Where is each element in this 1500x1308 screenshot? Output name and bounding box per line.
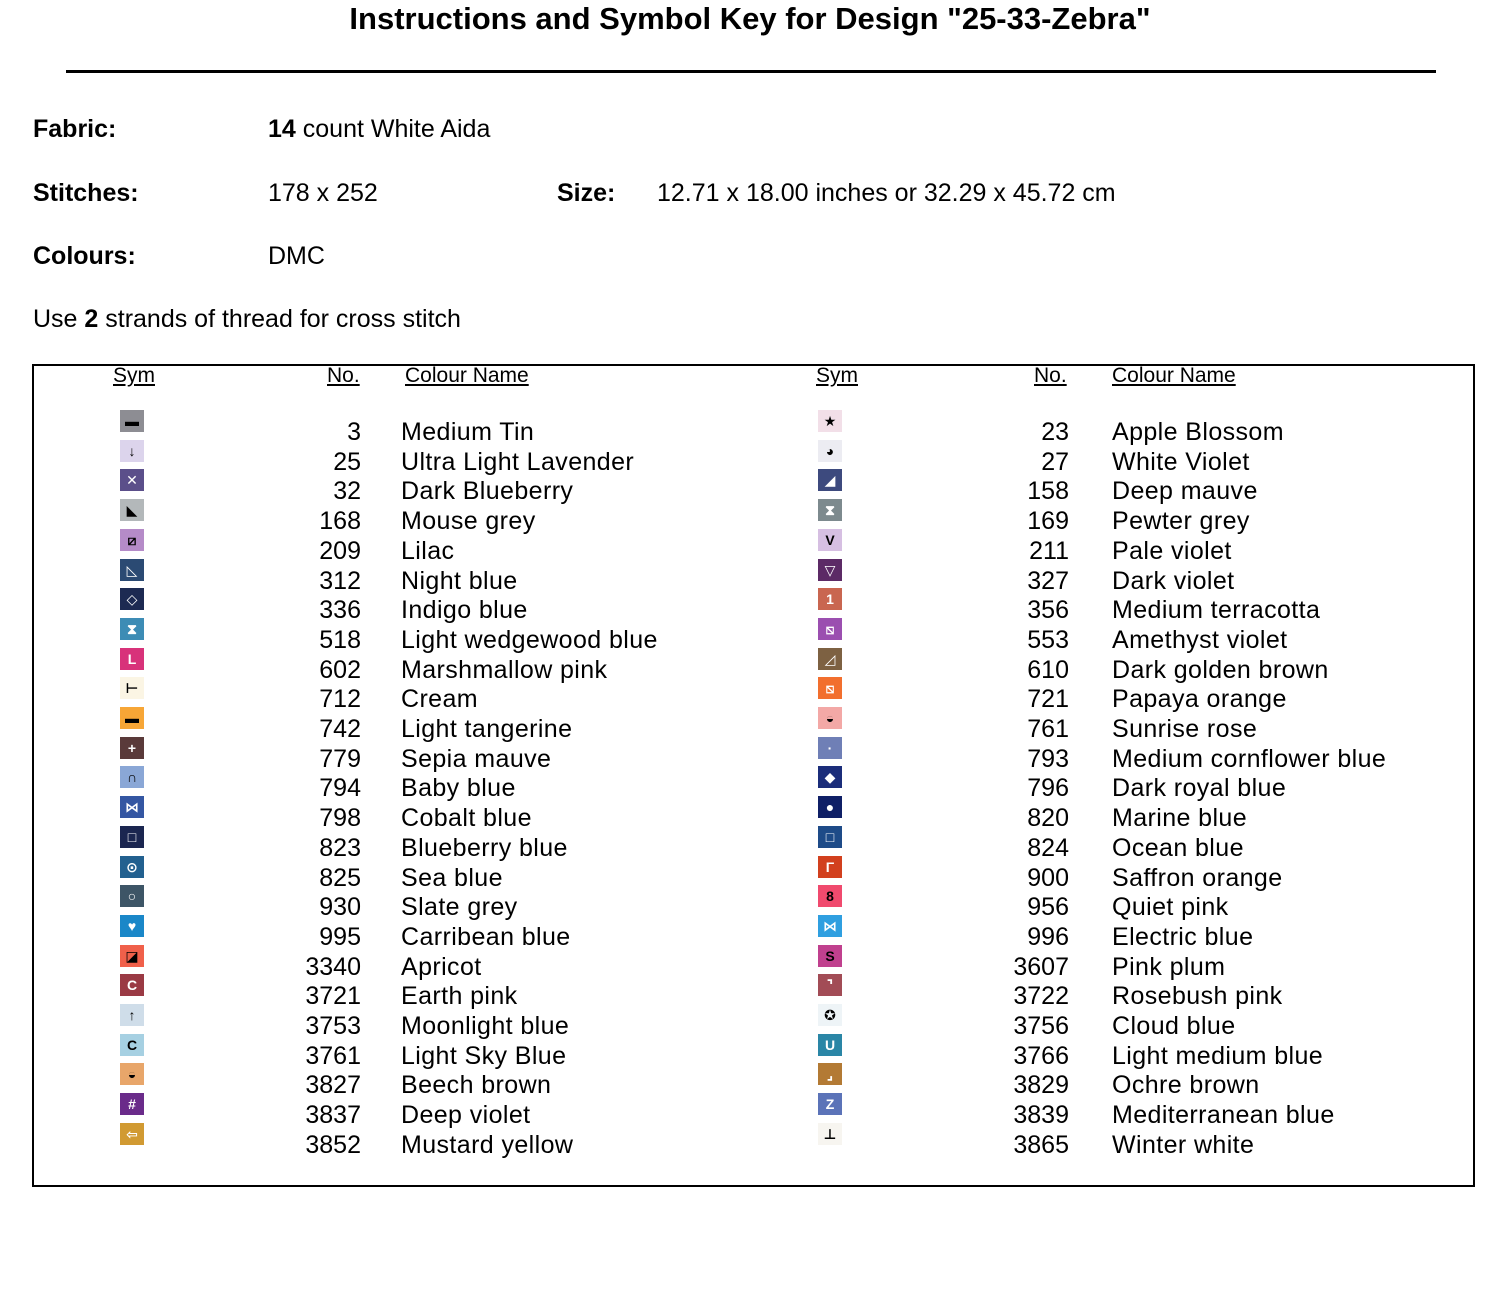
key-row xyxy=(0,620,1288,655)
dmc-number: 3766 xyxy=(1013,1041,1069,1070)
header-sym-right: Sym xyxy=(816,364,858,387)
fabric-label: Fabric: xyxy=(33,115,117,143)
colour-name: Electric blue xyxy=(1112,922,1254,951)
dmc-number: 996 xyxy=(1027,922,1069,951)
dmc-number: 211 xyxy=(1029,536,1069,565)
key-row xyxy=(0,947,1226,982)
key-row xyxy=(0,502,1250,536)
colour-name: Apricot xyxy=(401,952,482,981)
colour-name: Rosebush pink xyxy=(1112,982,1283,1011)
colour-name: Papaya orange xyxy=(1112,685,1287,714)
colour-name: Dark royal blue xyxy=(1112,774,1287,803)
key-row xyxy=(0,769,1287,803)
title-divider xyxy=(66,70,1436,73)
symbol-swatch-icon: □ xyxy=(818,826,842,848)
header-no-right: No. xyxy=(1034,364,1067,387)
symbol-swatch-icon: ⌝ xyxy=(818,974,842,996)
dmc-number: 793 xyxy=(1027,744,1069,773)
dmc-number: 3753 xyxy=(305,1012,361,1040)
stitches-label: Stitches: xyxy=(33,179,139,207)
colour-name: Mustard yellow xyxy=(401,1130,574,1159)
dmc-number: 168 xyxy=(319,507,361,536)
dmc-number: 3722 xyxy=(1013,982,1069,1011)
fabric-rest: count White Aida xyxy=(295,115,491,143)
dmc-number: 900 xyxy=(1027,863,1069,892)
dmc-number: 3756 xyxy=(1013,1012,1069,1040)
strands-pre: Use xyxy=(33,305,85,333)
dmc-number: 356 xyxy=(1027,596,1069,625)
symbol-swatch-icon: U xyxy=(818,1034,842,1056)
size-label: Size: xyxy=(557,179,616,207)
key-row xyxy=(0,1007,1236,1041)
symbol-swatch-icon: C xyxy=(120,974,144,996)
symbol-swatch-icon: 8 xyxy=(818,885,842,907)
dmc-number: 602 xyxy=(319,655,361,684)
dmc-number: 209 xyxy=(319,536,361,565)
symbol-swatch-icon: · xyxy=(818,737,842,759)
key-row xyxy=(0,680,1287,714)
colour-name: Slate grey xyxy=(401,893,518,922)
key-row xyxy=(0,710,1258,744)
symbol-swatch-icon: □ xyxy=(120,826,144,848)
key-row xyxy=(0,858,1283,893)
dmc-number: 3827 xyxy=(305,1071,361,1100)
colour-name: Ultra Light Lavender xyxy=(401,447,635,476)
dmc-number: 3721 xyxy=(305,982,361,1011)
colour-name: Light tangerine xyxy=(401,715,573,743)
symbol-swatch-icon: ⧗ xyxy=(818,499,842,521)
symbol-swatch-icon: ▬ xyxy=(120,410,144,432)
colour-name: Pewter grey xyxy=(1112,507,1250,536)
symbol-swatch-icon: ◕ xyxy=(818,440,842,462)
colour-name: Lilac xyxy=(401,536,455,565)
header-name-left: Colour Name xyxy=(405,364,529,387)
dmc-number: 27 xyxy=(1041,447,1069,476)
colour-name: Marshmallow pink xyxy=(401,655,608,684)
dmc-number: 25 xyxy=(333,447,361,476)
size-value: 12.71 x 18.00 inches or 32.29 x 45.72 cm xyxy=(657,179,1116,207)
key-row xyxy=(0,1066,1260,1100)
symbol-swatch-icon: ◿ xyxy=(818,648,842,670)
symbol-swatch-icon: ✕ xyxy=(120,469,144,491)
colour-name: Dark violet xyxy=(1112,566,1235,595)
dmc-number: 553 xyxy=(1027,625,1069,654)
dmc-number: 995 xyxy=(319,922,361,951)
dmc-number: 794 xyxy=(319,774,361,803)
symbol-swatch-icon: ⌟ xyxy=(818,1063,842,1085)
symbol-swatch-icon: ● xyxy=(818,796,842,818)
symbol-swatch-icon: ▬ xyxy=(120,707,144,729)
colour-name: Pale violet xyxy=(1112,536,1232,565)
dmc-number: 3865 xyxy=(1013,1130,1069,1159)
symbol-swatch-icon: ⧄ xyxy=(120,529,144,551)
dmc-number: 312 xyxy=(319,566,361,595)
symbol-swatch-icon: + xyxy=(120,737,144,759)
colour-name: Cream xyxy=(401,685,479,714)
dmc-number: 3852 xyxy=(305,1130,361,1159)
strands-instruction xyxy=(33,304,461,334)
header-sym-left: Sym xyxy=(113,364,155,387)
colour-name: Marine blue xyxy=(1112,804,1248,833)
header-no-left: No. xyxy=(327,364,360,387)
dmc-number: 610 xyxy=(1027,655,1069,684)
symbol-swatch-icon: ⧗ xyxy=(120,618,144,640)
colour-name: Winter white xyxy=(1112,1130,1255,1159)
dmc-number: 3839 xyxy=(1013,1101,1069,1130)
colour-name: Amethyst violet xyxy=(1112,625,1288,654)
dmc-number: 32 xyxy=(333,477,361,506)
colour-name: Dark Blueberry xyxy=(401,477,574,506)
page-title: Instructions and Symbol Key for Design "25-33-Zebra" xyxy=(349,1,1151,36)
colour-name: Cloud blue xyxy=(1112,1012,1236,1040)
key-row xyxy=(0,888,1229,922)
symbol-swatch-icon: ◒ xyxy=(120,1063,144,1085)
dmc-number: 824 xyxy=(1027,833,1069,862)
symbol-swatch-icon: ∩ xyxy=(120,766,144,788)
key-row xyxy=(0,591,1321,625)
dmc-number: 3829 xyxy=(1013,1071,1069,1100)
symbol-swatch-icon: ◒ xyxy=(818,707,842,729)
colour-name: Sunrise rose xyxy=(1112,715,1258,743)
colour-name: Deep violet xyxy=(401,1101,531,1130)
colour-name: Light Sky Blue xyxy=(401,1041,567,1070)
symbol-swatch-icon: V xyxy=(818,529,842,551)
dmc-number: 956 xyxy=(1027,893,1069,922)
dmc-number: 3761 xyxy=(305,1041,361,1070)
key-row xyxy=(0,531,1232,566)
key-row xyxy=(0,799,1248,833)
header-name-right: Colour Name xyxy=(1112,364,1236,387)
symbol-swatch-icon: ⧅ xyxy=(818,677,842,699)
dmc-number: 798 xyxy=(319,804,361,833)
colour-name: Indigo blue xyxy=(401,596,528,625)
key-row xyxy=(0,561,1235,596)
dmc-number: 721 xyxy=(1027,685,1069,714)
symbol-swatch-icon: ⇦ xyxy=(120,1123,144,1145)
key-row xyxy=(0,472,1258,506)
symbol-swatch-icon: ↑ xyxy=(120,1004,144,1026)
symbol-swatch-icon: # xyxy=(120,1093,144,1115)
symbol-swatch-icon: ◇ xyxy=(120,588,144,610)
symbol-swatch-icon: ◆ xyxy=(818,766,842,788)
symbol-swatch-icon: ⊥ xyxy=(818,1123,842,1145)
dmc-number: 518 xyxy=(319,625,361,654)
symbol-swatch-icon: ⊢ xyxy=(120,677,144,699)
colour-name: Apple Blossom xyxy=(1112,418,1284,446)
colour-name: Mouse grey xyxy=(401,507,536,536)
colour-name: Quiet pink xyxy=(1112,893,1229,922)
dmc-number: 820 xyxy=(1027,804,1069,833)
key-row xyxy=(0,650,1329,685)
colour-name: Medium terracotta xyxy=(1112,596,1321,625)
dmc-number: 825 xyxy=(319,863,361,892)
colour-name: Carribean blue xyxy=(401,922,571,951)
stitches-value: 178 x 252 xyxy=(268,179,378,207)
symbol-swatch-icon: ▽ xyxy=(818,559,842,581)
dmc-number: 3340 xyxy=(305,952,361,981)
key-row xyxy=(0,917,1254,952)
key-row xyxy=(0,1036,1324,1071)
dmc-number: 823 xyxy=(319,833,361,862)
colours-label: Colours: xyxy=(33,242,136,270)
dmc-number: 761 xyxy=(1027,715,1069,743)
symbol-swatch-icon: ♥ xyxy=(120,915,144,937)
symbol-swatch-icon: ⊙ xyxy=(120,856,144,878)
dmc-number: 3607 xyxy=(1013,952,1069,981)
colour-name: Dark golden brown xyxy=(1112,655,1329,684)
colour-name: Medium cornflower blue xyxy=(1112,744,1387,773)
strands-post: strands of thread for cross stitch xyxy=(98,305,461,333)
strands-count: 2 xyxy=(84,305,99,333)
dmc-number: 779 xyxy=(319,744,361,773)
symbol-swatch-icon: ⋈ xyxy=(818,915,842,937)
symbol-swatch-icon: ✪ xyxy=(818,1004,842,1026)
symbol-swatch-icon: Γ xyxy=(818,856,842,878)
colours-value: DMC xyxy=(268,242,325,270)
dmc-number: 158 xyxy=(1027,477,1069,506)
symbol-swatch-icon: ○ xyxy=(120,885,144,907)
colour-name: Beech brown xyxy=(401,1071,552,1100)
colour-name: Night blue xyxy=(401,566,518,595)
colour-name: Pink plum xyxy=(1112,952,1226,981)
key-row xyxy=(0,442,1250,477)
colour-name: Earth pink xyxy=(401,982,518,1011)
dmc-number: 169 xyxy=(1027,507,1069,536)
symbol-swatch-icon: C xyxy=(120,1034,144,1056)
colour-name: Cobalt blue xyxy=(401,804,532,833)
key-row xyxy=(0,828,1244,863)
key-row xyxy=(0,413,1284,447)
dmc-number: 742 xyxy=(319,715,361,743)
symbol-swatch-icon: S xyxy=(818,945,842,967)
dmc-number: 796 xyxy=(1027,774,1069,803)
colour-name: Mediterranean blue xyxy=(1112,1101,1335,1130)
symbol-swatch-icon: ★ xyxy=(818,410,842,432)
colour-name: Baby blue xyxy=(401,774,516,803)
symbol-swatch-icon: ⋈ xyxy=(120,796,144,818)
fabric-value xyxy=(268,114,490,144)
dmc-number: 327 xyxy=(1027,566,1069,595)
symbol-swatch-icon: Z xyxy=(818,1093,842,1115)
fabric-count: 14 xyxy=(268,115,296,143)
dmc-number: 712 xyxy=(319,685,361,714)
colour-name: Saffron orange xyxy=(1112,863,1283,892)
symbol-swatch-icon: L xyxy=(120,648,144,670)
key-row xyxy=(0,1125,1255,1160)
key-row xyxy=(0,739,1387,774)
symbol-swatch-icon: 1 xyxy=(818,588,842,610)
key-row xyxy=(0,977,1283,1011)
colour-name: Blueberry blue xyxy=(401,833,568,862)
colour-name: Light wedgewood blue xyxy=(401,625,658,654)
colour-name: Moonlight blue xyxy=(401,1012,570,1040)
colour-name: Medium Tin xyxy=(401,418,535,446)
key-row xyxy=(0,1096,1335,1130)
symbol-swatch-icon: ◺ xyxy=(120,559,144,581)
symbol-swatch-icon: ◪ xyxy=(120,945,144,967)
colour-name: Ochre brown xyxy=(1112,1071,1260,1100)
colour-name: Deep mauve xyxy=(1112,477,1258,506)
dmc-number: 336 xyxy=(319,596,361,625)
dmc-number: 3837 xyxy=(305,1101,361,1130)
symbol-swatch-icon: ↓ xyxy=(120,440,144,462)
colour-name: Sea blue xyxy=(401,863,503,892)
colour-name: Sepia mauve xyxy=(401,744,552,773)
dmc-number: 23 xyxy=(1041,418,1069,446)
symbol-swatch-icon: ⧅ xyxy=(818,618,842,640)
colour-name: Light medium blue xyxy=(1112,1041,1324,1070)
colour-name: White Violet xyxy=(1112,447,1250,476)
dmc-number: 930 xyxy=(319,893,361,922)
dmc-number: 3 xyxy=(347,418,361,446)
colour-name: Ocean blue xyxy=(1112,833,1244,862)
symbol-swatch-icon: ◢ xyxy=(818,469,842,491)
symbol-swatch-icon: ◣ xyxy=(120,499,144,521)
